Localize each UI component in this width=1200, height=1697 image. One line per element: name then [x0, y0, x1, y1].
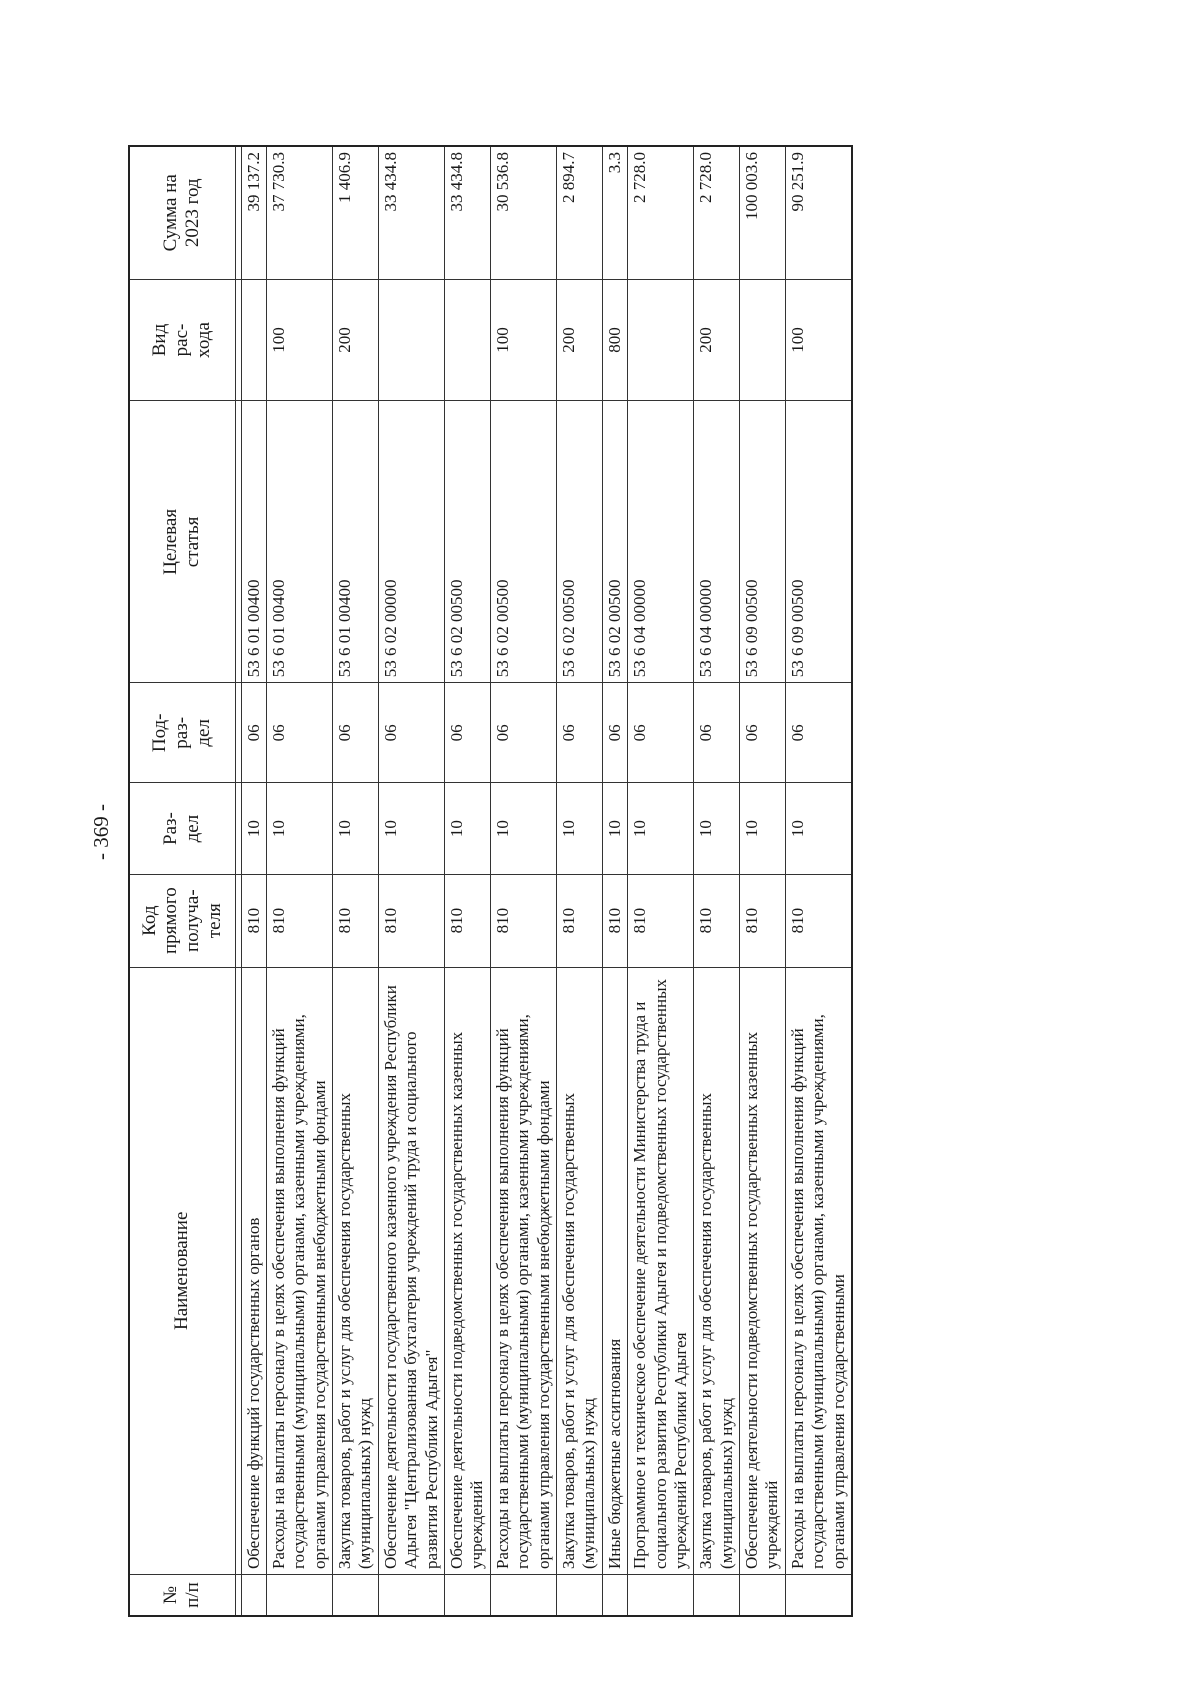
row-recipient-code-cell: 810 [785, 874, 852, 967]
row-subsection-cell: 06 [378, 683, 444, 783]
table-row [602, 146, 627, 1616]
row-expense-type-cell: 100 [785, 279, 852, 401]
row-target-article-cell: 53 6 02 00500 [556, 401, 602, 683]
row-subsection-cell: 06 [785, 683, 852, 783]
header-section: Раз- дел [129, 783, 235, 874]
row-section-cell: 10 [694, 783, 740, 874]
row-number-cell [556, 1575, 602, 1616]
row-name-cell: Расходы на выплаты персоналу в целях обеспечения выполнения функций государственными (муниципальными) органами, казенными учреждениями, органами управления государственными внебюджетными фондами [490, 967, 556, 1575]
row-recipient-code-cell: 810 [602, 874, 627, 967]
row-section-cell: 10 [602, 783, 627, 874]
row-section-cell: 10 [333, 783, 379, 874]
header-subsection: Под- раз- дел [129, 683, 235, 783]
row-name-cell: Закупка товаров, работ и услуг для обеспечения государственных (муниципальных) нужд [556, 967, 602, 1575]
row-section-cell: 10 [490, 783, 556, 874]
table-row [241, 146, 266, 1616]
table-header [129, 146, 235, 1616]
row-number-cell [785, 1575, 852, 1616]
row-expense-type-cell [628, 279, 694, 401]
row-target-article-cell: 53 6 09 00500 [740, 401, 786, 683]
row-subsection-cell: 06 [266, 683, 332, 783]
row-recipient-code-cell: 810 [490, 874, 556, 967]
row-subsection-cell: 06 [628, 683, 694, 783]
header-target-article: Целевая статья [129, 401, 235, 683]
page-number: - 369 - [89, 804, 113, 860]
row-subsection-cell: 06 [740, 683, 786, 783]
row-expense-type-cell [241, 279, 266, 401]
row-amount-cell: 90 251.9 [785, 146, 852, 279]
table-body [235, 146, 852, 1616]
header-amount: Сумма на 2023 год [129, 146, 235, 279]
budget-table-sheet [128, 145, 1044, 1617]
row-number-cell [694, 1575, 740, 1616]
table-row [694, 146, 740, 1616]
row-recipient-code-cell: 810 [628, 874, 694, 967]
row-section-cell: 10 [556, 783, 602, 874]
table-row [628, 146, 694, 1616]
row-recipient-code-cell: 810 [266, 874, 332, 967]
row-amount-cell: 3.3 [602, 146, 627, 279]
row-subsection-cell: 06 [333, 683, 379, 783]
header-name: Наименование [129, 967, 235, 1575]
row-amount-cell: 1 406.9 [333, 146, 379, 279]
row-amount-cell: 33 434.8 [378, 146, 444, 279]
row-name-cell: Программное и техническое обеспечение деятельности Министерства труда и социального развития Республики Адыгея и подведомственных государственных учреждений Республики Адыгея [628, 967, 694, 1575]
row-number-cell [241, 1575, 266, 1616]
row-expense-type-cell: 200 [694, 279, 740, 401]
row-amount-cell: 39 137.2 [241, 146, 266, 279]
row-name-cell: Закупка товаров, работ и услуг для обеспечения государственных (муниципальных) нужд [694, 967, 740, 1575]
row-number-cell [333, 1575, 379, 1616]
header-expense-type: Вид рас- хода [129, 279, 235, 401]
row-name-cell: Обеспечение деятельности подведомственных государственных казенных учреждений [740, 967, 786, 1575]
row-subsection-cell: 06 [241, 683, 266, 783]
row-subsection-cell: 06 [445, 683, 491, 783]
row-recipient-code-cell: 810 [241, 874, 266, 967]
budget-table [128, 145, 853, 1617]
row-name-cell: Расходы на выплаты персоналу в целях обеспечения выполнения функций государственными (муниципальными) органами, казенными учреждениями, органами управления государственными внебюджетными фондами [266, 967, 332, 1575]
row-number-cell [602, 1575, 627, 1616]
row-number-cell [266, 1575, 332, 1616]
row-name-cell: Расходы на выплаты персоналу в целях обеспечения выполнения функций государственными (муниципальными) органами, казенными учреждениями, органами управления государственными [785, 967, 852, 1575]
header-number: № п/п [129, 1575, 235, 1616]
row-number-cell [445, 1575, 491, 1616]
table-row [556, 146, 602, 1616]
table-row [378, 146, 444, 1616]
row-expense-type-cell [740, 279, 786, 401]
row-name-cell: Закупка товаров, работ и услуг для обеспечения государственных (муниципальных) нужд [333, 967, 379, 1575]
row-amount-cell: 100 003.6 [740, 146, 786, 279]
row-amount-cell: 2 728.0 [694, 146, 740, 279]
row-name-cell: Обеспечение деятельности государственного казенного учреждения Республики Адыгея "Централизованная бухгалтерия учреждений труда и социального развития Республики Адыгея" [378, 967, 444, 1575]
header-recipient-code: Код прямого получа- теля [129, 874, 235, 967]
row-recipient-code-cell: 810 [740, 874, 786, 967]
row-target-article-cell: 53 6 02 00000 [378, 401, 444, 683]
table-row [333, 146, 379, 1616]
row-expense-type-cell: 200 [333, 279, 379, 401]
row-target-article-cell: 53 6 04 00000 [628, 401, 694, 683]
row-target-article-cell: 53 6 04 00000 [694, 401, 740, 683]
row-recipient-code-cell: 810 [694, 874, 740, 967]
row-section-cell: 10 [266, 783, 332, 874]
row-section-cell: 10 [241, 783, 266, 874]
table-row [740, 146, 786, 1616]
row-recipient-code-cell: 810 [333, 874, 379, 967]
row-amount-cell: 2 894.7 [556, 146, 602, 279]
row-name-cell: Обеспечение функций государственных органов [241, 967, 266, 1575]
row-target-article-cell: 53 6 02 00500 [602, 401, 627, 683]
row-number-cell [378, 1575, 444, 1616]
row-expense-type-cell [378, 279, 444, 401]
row-amount-cell: 37 730.3 [266, 146, 332, 279]
row-amount-cell: 2 728.0 [628, 146, 694, 279]
row-recipient-code-cell: 810 [556, 874, 602, 967]
row-number-cell [740, 1575, 786, 1616]
row-number-cell [628, 1575, 694, 1616]
row-name-cell: Обеспечение деятельности подведомственных государственных казенных учреждений [445, 967, 491, 1575]
row-section-cell: 10 [785, 783, 852, 874]
table-row [445, 146, 491, 1616]
row-expense-type-cell: 100 [266, 279, 332, 401]
row-amount-cell: 33 434.8 [445, 146, 491, 279]
table-row [490, 146, 556, 1616]
row-target-article-cell: 53 6 02 00500 [445, 401, 491, 683]
row-subsection-cell: 06 [490, 683, 556, 783]
row-target-article-cell: 53 6 01 00400 [241, 401, 266, 683]
row-section-cell: 10 [445, 783, 491, 874]
row-target-article-cell: 53 6 01 00400 [266, 401, 332, 683]
row-recipient-code-cell: 810 [378, 874, 444, 967]
row-expense-type-cell [445, 279, 491, 401]
row-subsection-cell: 06 [602, 683, 627, 783]
row-recipient-code-cell: 810 [445, 874, 491, 967]
row-expense-type-cell: 200 [556, 279, 602, 401]
row-expense-type-cell: 800 [602, 279, 627, 401]
table-row [785, 146, 852, 1616]
row-expense-type-cell: 100 [490, 279, 556, 401]
table-row [266, 146, 332, 1616]
row-name-cell: Иные бюджетные ассигнования [602, 967, 627, 1575]
row-subsection-cell: 06 [694, 683, 740, 783]
row-amount-cell: 30 536.8 [490, 146, 556, 279]
row-section-cell: 10 [740, 783, 786, 874]
row-target-article-cell: 53 6 01 00400 [333, 401, 379, 683]
row-subsection-cell: 06 [556, 683, 602, 783]
row-section-cell: 10 [628, 783, 694, 874]
row-target-article-cell: 53 6 09 00500 [785, 401, 852, 683]
row-number-cell [490, 1575, 556, 1616]
row-section-cell: 10 [378, 783, 444, 874]
row-target-article-cell: 53 6 02 00500 [490, 401, 556, 683]
